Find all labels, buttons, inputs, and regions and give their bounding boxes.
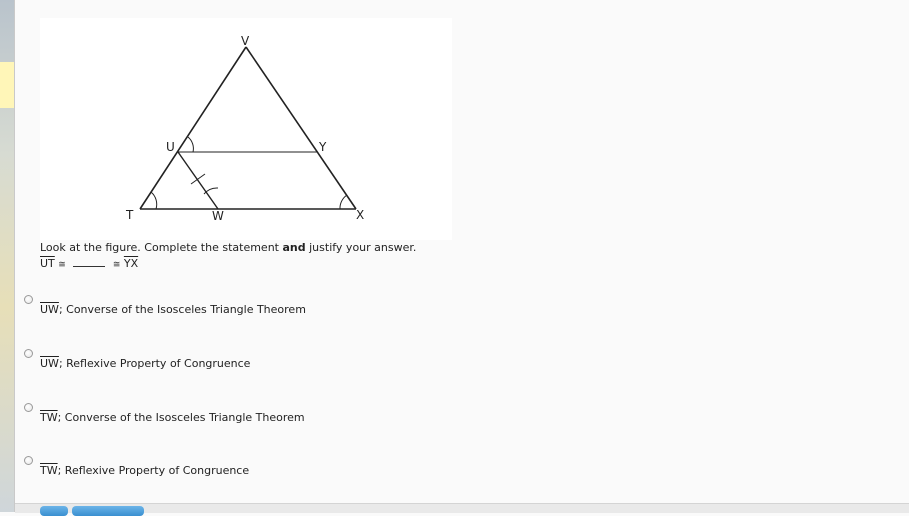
rail-highlight <box>0 62 14 108</box>
vertex-label-y: Y <box>319 140 327 154</box>
toolbar-button-1[interactable] <box>40 506 68 516</box>
radio-button-2[interactable] <box>24 349 33 358</box>
congruence-statement <box>40 257 138 272</box>
vertex-label-x: X <box>356 208 365 222</box>
radio-button-1[interactable] <box>24 295 33 304</box>
congruent-symbol-2: ≅ <box>112 260 121 270</box>
option-segment-3: $\overline{TW}$ <box>40 411 58 424</box>
question-prompt <box>40 241 740 255</box>
answer-option-label-3[interactable] <box>40 411 305 425</box>
angle-arc-t <box>151 192 157 209</box>
triangle-figure <box>40 18 452 240</box>
vertex-label-v: V <box>241 34 250 48</box>
angle-arc-x <box>340 195 347 209</box>
question-panel <box>15 0 909 512</box>
option-reason-1: ; Converse of the Isosceles Triangle Theorem <box>58 303 306 316</box>
answer-option-3[interactable] <box>15 403 615 443</box>
vertex-label-w: W <box>212 209 224 223</box>
vertex-label-u: U <box>166 140 175 154</box>
option-segment-4: $\overline{TW}$ <box>40 464 58 477</box>
triangle-diagram <box>40 18 452 240</box>
prompt-text-end: justify your answer. <box>305 241 417 254</box>
side-tv <box>140 47 246 209</box>
option-reason-3: ; Converse of the Isosceles Triangle Theorem <box>57 411 305 424</box>
segment-uw <box>178 152 218 209</box>
answer-option-4[interactable] <box>15 456 615 496</box>
segment-ut: $\overline{UT}$ <box>40 257 55 270</box>
answer-option-label-1[interactable] <box>40 303 306 317</box>
answer-option-1[interactable] <box>15 295 615 335</box>
option-reason-2: ; Reflexive Property of Congruence <box>58 357 251 370</box>
segment-yx: $\overline{YX}$ <box>123 257 139 270</box>
option-segment-1: $\overline{UW}$ <box>40 303 59 316</box>
option-segment-2: $\overline{UW}$ <box>40 357 59 370</box>
congruent-symbol-1: ≅ <box>58 260 66 270</box>
tick-mark-uw <box>191 174 205 184</box>
radio-button-3[interactable] <box>24 403 33 412</box>
answer-option-label-4[interactable] <box>40 464 249 478</box>
option-reason-4: ; Reflexive Property of Congruence <box>57 464 250 477</box>
prompt-text-bold: and <box>282 241 306 254</box>
radio-button-4[interactable] <box>24 456 33 465</box>
answer-option-label-2[interactable] <box>40 357 250 371</box>
prompt-text-start: Look at the figure. Complete the statement <box>40 241 283 254</box>
side-vx <box>246 47 356 209</box>
angle-arc-u <box>188 137 193 152</box>
vertex-label-t: T <box>126 208 134 222</box>
answer-blank <box>73 257 105 267</box>
answer-option-2[interactable] <box>15 349 615 389</box>
toolbar-button-2[interactable] <box>72 506 144 516</box>
